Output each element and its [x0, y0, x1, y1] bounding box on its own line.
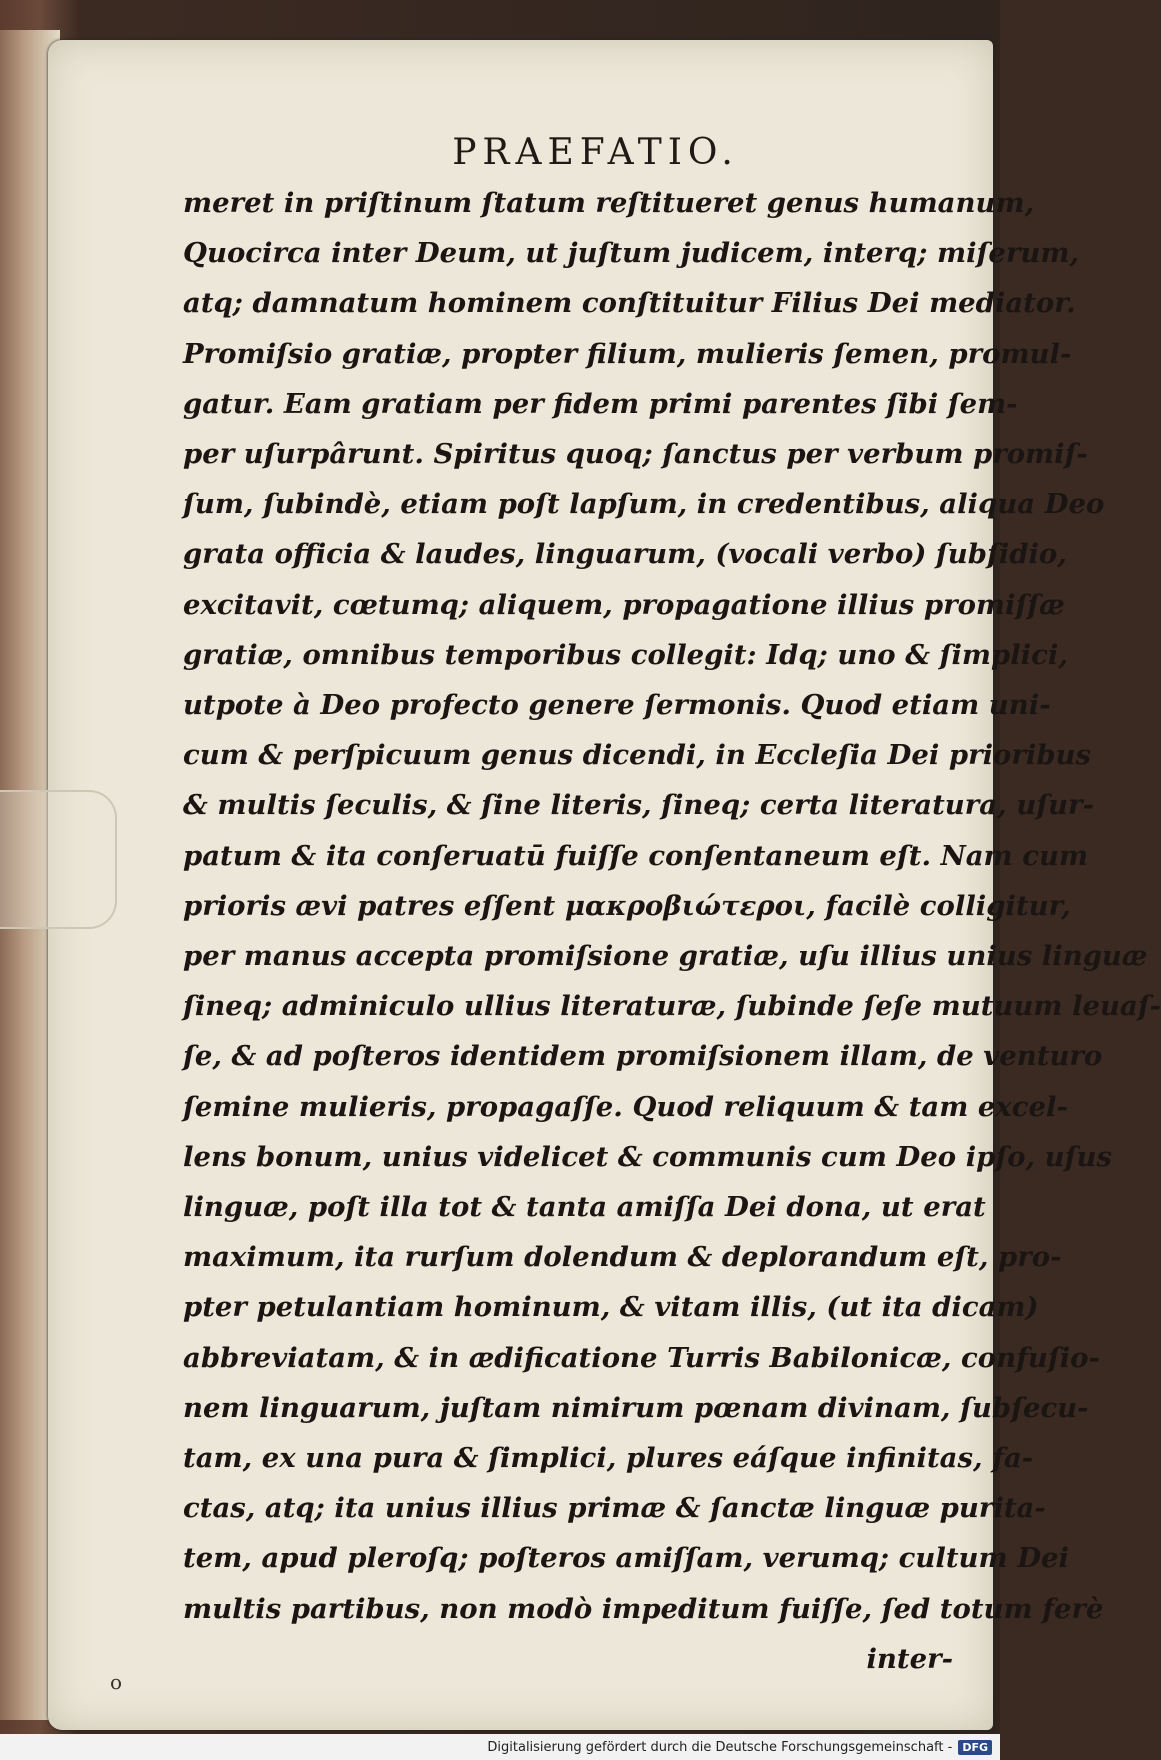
text-line: meret in priſtinum ſtatum reſtitueret genus humanum, — [183, 187, 1035, 219]
footer-text: Digitalisierung gefördert durch die Deutsche Forschungsgemeinschaft - — [487, 1739, 953, 1755]
text-line: ctas, atq; ita unius illius primæ & ſanctæ linguæ purita- — [183, 1492, 1046, 1525]
corner-mark: o — [110, 1670, 123, 1694]
digitization-footer — [0, 1734, 1000, 1760]
text-line: ſe, & ad poſteros identidem promiſsionem illam, de venturo — [183, 1040, 1103, 1073]
text-line: ſum, ſubindè, etiam poſt lapſum, in credentibus, aliqua Deo — [183, 488, 1105, 521]
text-line: ſemine mulieris, propagaſſe. Quod reliquum & tam excel- — [183, 1090, 1068, 1123]
text-line: excitavit, cœtumq; aliquem, propagatione illius promiſſæ — [183, 588, 1065, 621]
text-line: per uſurpârunt. Spiritus quoq; ſanctus per verbum promiſ- — [183, 438, 1088, 471]
text-line: nem linguarum, juſtam nimirum pœnam divinam, ſubſecu- — [183, 1391, 1089, 1424]
text-line: gratiæ, omnibus temporibus collegit: Idq; uno & ſimplici, — [183, 638, 1068, 671]
text-line: Promiſsio gratiæ, propter filium, mulieris ſemen, promul- — [183, 337, 1072, 370]
book-page — [48, 40, 1161, 1730]
text-line: ſineq; adminiculo ullius literaturæ, ſubinde ſeſe mutuum leuaſ- — [183, 990, 1161, 1023]
text-line: tem, apud pleroſq; poſteros amiſſam, verumq; cultum Dei — [183, 1542, 1070, 1575]
page-header: PRAEFATIO. — [452, 132, 739, 173]
text-line: utpote à Deo profecto genere ſermonis. Quod etiam uni- — [183, 689, 1051, 722]
page-clip — [0, 790, 117, 929]
text-line: prioris ævi patres eſſent μακροβιώτεροι, facilè colligitur, — [183, 889, 1071, 922]
text-line: cum & perſpicuum genus dicendi, in Eccleſia Dei prioribus — [183, 739, 1092, 772]
text-line: pter petulantiam hominum, & vitam illis, (ut ita dicam) — [183, 1291, 1039, 1324]
text-line: gatur. Eam gratiam per fidem primi parentes ſibi ſem- — [183, 387, 1018, 420]
text-line: linguæ, poſt illa tot & tanta amiſſa Dei dona, ut erat — [183, 1191, 986, 1224]
text-block — [183, 178, 1161, 1684]
text-line: per manus accepta promiſsione gratiæ, uſu illius unius linguæ — [183, 940, 1148, 973]
catchword: inter- — [866, 1642, 953, 1675]
text-line: abbreviatam, & in ædificatione Turris Babilonicæ, confuſio- — [183, 1341, 1100, 1374]
text-line: Quocirca inter Deum, ut juſtum judicem, interq; miſerum, — [183, 237, 1080, 270]
text-line: multis partibus, non modò impeditum fuiſſe, ſed totum ferè — [183, 1592, 1104, 1625]
text-line: atq; damnatum hominem conſtituitur Filius Dei mediator. — [183, 287, 1076, 320]
dfg-logo-icon: DFG — [958, 1740, 992, 1755]
text-line: grata officia & laudes, linguarum, (vocali verbo) ſubſidio, — [183, 538, 1067, 571]
text-line: patum & ita conſeruatū fuiſſe conſentaneum eſt. Nam cum — [183, 839, 1089, 872]
text-line: & multis ſeculis, & ſine literis, ſineq; certa literatura, uſur- — [183, 789, 1094, 822]
text-line: tam, ex una pura & ſimplici, plures eáſque infinitas, fa- — [183, 1442, 1034, 1475]
text-line: lens bonum, unius videlicet & communis cum Deo ipſo, uſus — [183, 1140, 1112, 1173]
text-line: maximum, ita rurſum dolendum & deplorandum eſt, pro- — [183, 1241, 1062, 1274]
